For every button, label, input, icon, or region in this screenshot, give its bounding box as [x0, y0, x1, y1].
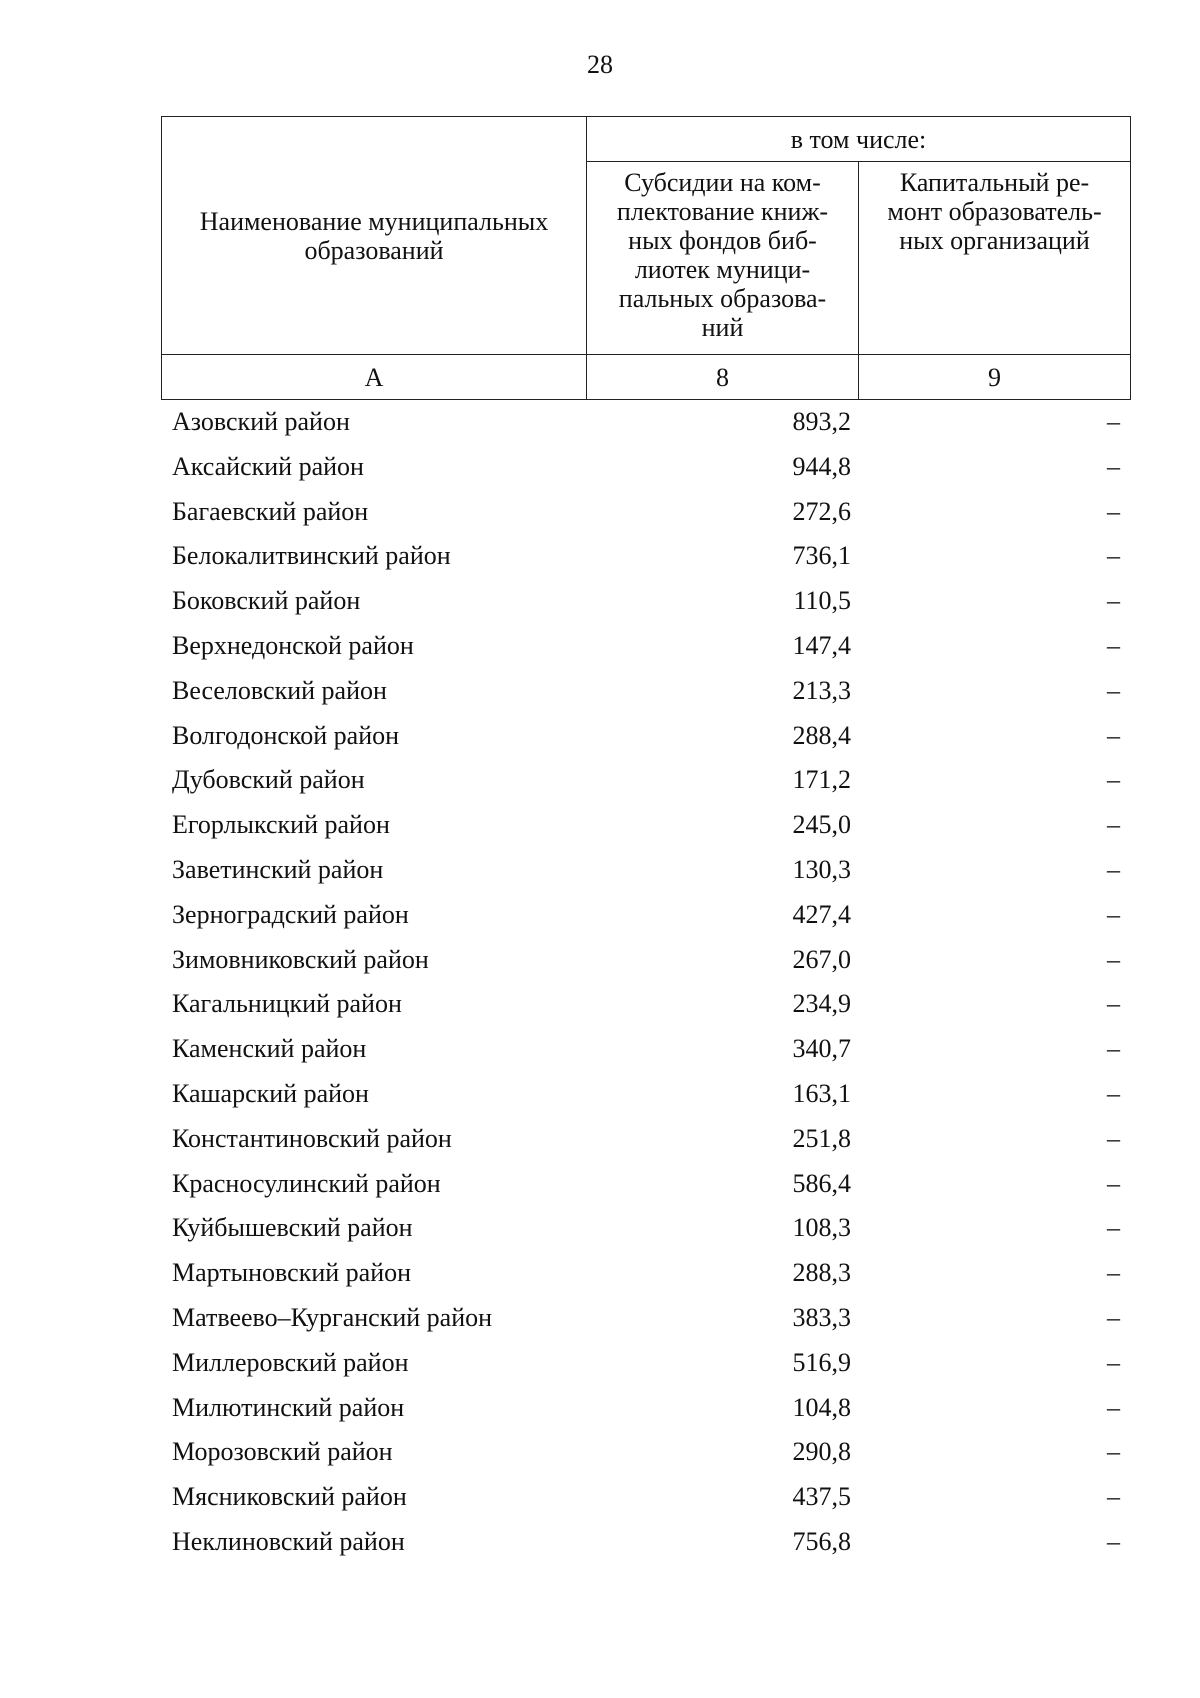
header-index-a: А	[162, 355, 587, 400]
table-row	[161, 490, 1130, 535]
capital-repair-value: –	[1107, 1213, 1120, 1243]
header-col9	[859, 162, 1131, 355]
subsidy-value: 288,3	[792, 1258, 851, 1288]
municipality-name: Зерноградский район	[172, 899, 409, 929]
subsidy-value: 267,0	[792, 944, 851, 974]
header-col8-line: ний	[701, 313, 744, 342]
subsidy-value: 437,5	[792, 1482, 851, 1512]
subsidy-value: 756,8	[792, 1526, 851, 1556]
capital-repair-value: –	[1107, 1168, 1120, 1198]
municipality-name: Егорлыкский район	[172, 810, 390, 840]
municipality-name: Багаевский район	[172, 496, 369, 526]
header-col8-line: ных фондов биб-	[628, 226, 817, 255]
capital-repair-value: –	[1107, 899, 1120, 929]
table-row	[161, 1520, 1130, 1565]
table-row	[161, 669, 1130, 714]
municipality-name: Константиновский район	[172, 1123, 452, 1153]
table-row	[161, 579, 1130, 624]
header-col8	[587, 162, 859, 355]
table-row	[161, 624, 1130, 669]
table-row	[161, 400, 1130, 445]
subsidy-value: 736,1	[792, 541, 851, 571]
table-header	[161, 116, 1131, 400]
header-col9-line: ных организаций	[899, 226, 1090, 255]
table-row	[161, 1117, 1130, 1162]
subsidy-value: 130,3	[792, 854, 851, 884]
municipality-name: Мартыновский район	[172, 1258, 412, 1288]
subsidy-value: 290,8	[792, 1437, 851, 1467]
subsidy-value: 272,6	[792, 496, 851, 526]
capital-repair-value: –	[1107, 854, 1120, 884]
table-row	[161, 1296, 1130, 1341]
municipality-name: Миллеровский район	[172, 1347, 409, 1377]
table-row	[161, 848, 1130, 893]
capital-repair-value: –	[1107, 765, 1120, 795]
municipality-name: Боковский район	[172, 586, 361, 616]
municipality-name: Милютинский район	[172, 1392, 405, 1422]
municipality-name: Морозовский район	[172, 1437, 393, 1467]
subsidy-value: 104,8	[792, 1392, 851, 1422]
subsidy-value: 340,7	[792, 1034, 851, 1064]
subsidy-value: 383,3	[792, 1302, 851, 1332]
capital-repair-value: –	[1107, 451, 1120, 481]
municipality-name: Дубовский район	[172, 765, 365, 795]
municipality-name: Заветинский район	[172, 854, 384, 884]
capital-repair-value: –	[1107, 989, 1120, 1019]
capital-repair-value: –	[1107, 1437, 1120, 1467]
municipality-name: Матвеево–Курганский район	[172, 1302, 493, 1332]
subsidy-value: 288,4	[792, 720, 851, 750]
municipality-name: Куйбышевский район	[172, 1213, 413, 1243]
capital-repair-value: –	[1107, 675, 1120, 705]
capital-repair-value: –	[1107, 1482, 1120, 1512]
table-row	[161, 1386, 1130, 1431]
capital-repair-value: –	[1107, 1526, 1120, 1556]
header-index-8: 8	[587, 355, 859, 400]
capital-repair-value: –	[1107, 944, 1120, 974]
table-row	[161, 534, 1130, 579]
page-number: 28	[587, 50, 613, 79]
header-index-9: 9	[859, 355, 1131, 400]
capital-repair-value: –	[1107, 810, 1120, 840]
municipality-name: Кашарский район	[172, 1078, 369, 1108]
header-col8-line: плектование книж-	[616, 197, 829, 226]
capital-repair-value: –	[1107, 407, 1120, 436]
header-col8-line: пальных образова-	[618, 284, 827, 313]
capital-repair-value: –	[1107, 1347, 1120, 1377]
subsidy-value: 427,4	[792, 899, 851, 929]
subsidy-value: 944,8	[792, 451, 851, 481]
header-group-including: в том числе:	[587, 117, 1131, 162]
table-row	[161, 1162, 1130, 1207]
subsidy-value: 893,2	[792, 407, 851, 436]
table-row	[161, 1430, 1130, 1475]
municipality-name: Веселовский район	[172, 675, 387, 705]
municipality-name: Зимовниковский район	[172, 944, 429, 974]
subsidy-value: 516,9	[792, 1347, 851, 1377]
municipality-name: Кагальницкий район	[172, 989, 402, 1019]
table-row	[161, 938, 1130, 983]
subsidy-value: 110,5	[793, 586, 851, 616]
table-row	[161, 893, 1130, 938]
header-col8-line: лиотек муници-	[634, 255, 811, 284]
capital-repair-value: –	[1107, 541, 1120, 571]
municipality-name: Белокалитвинский район	[172, 541, 451, 571]
municipality-name: Волгодонской район	[172, 720, 400, 750]
subsidy-value: 213,3	[792, 675, 851, 705]
table-row	[161, 758, 1130, 803]
table-row	[161, 445, 1130, 490]
subsidy-value: 245,0	[792, 810, 851, 840]
header-col8-line: Субсидии на ком-	[624, 168, 821, 197]
subsidy-value: 234,9	[792, 989, 851, 1019]
capital-repair-value: –	[1107, 1302, 1120, 1332]
subsidy-value: 586,4	[792, 1168, 851, 1198]
table-row	[161, 1072, 1130, 1117]
municipality-name: Азовский район	[172, 407, 350, 436]
municipality-name: Мясниковский район	[172, 1482, 407, 1512]
table-row	[161, 1206, 1130, 1251]
table-row	[161, 1475, 1130, 1520]
capital-repair-value: –	[1107, 630, 1120, 660]
municipality-name: Верхнедонской район	[172, 630, 414, 660]
table-row	[161, 1341, 1130, 1386]
capital-repair-value: –	[1107, 1258, 1120, 1288]
header-col9-line: монт образователь-	[887, 197, 1102, 226]
subsidy-value: 147,4	[792, 630, 851, 660]
capital-repair-value: –	[1107, 586, 1120, 616]
capital-repair-value: –	[1107, 1034, 1120, 1064]
capital-repair-value: –	[1107, 496, 1120, 526]
table-row	[161, 714, 1130, 759]
table-row	[161, 982, 1130, 1027]
table-row	[161, 803, 1130, 848]
municipality-name: Аксайский район	[172, 451, 364, 481]
capital-repair-value: –	[1107, 1123, 1120, 1153]
capital-repair-value: –	[1107, 1392, 1120, 1422]
subsidy-value: 108,3	[792, 1213, 851, 1243]
table-body	[161, 400, 1130, 1565]
municipality-name: Красносулинский район	[172, 1168, 441, 1198]
header-col9-line: Капитальный ре-	[899, 168, 1090, 197]
subsidy-value: 171,2	[792, 765, 851, 795]
capital-repair-value: –	[1107, 720, 1120, 750]
table-row	[161, 1251, 1130, 1296]
municipality-name: Неклиновский район	[172, 1526, 405, 1556]
municipality-name: Каменский район	[172, 1034, 367, 1064]
capital-repair-value: –	[1107, 1078, 1120, 1108]
subsidy-value: 163,1	[792, 1078, 851, 1108]
subsidy-value: 251,8	[792, 1123, 851, 1153]
header-name-column: Наименование муниципальных образований	[162, 117, 587, 355]
table-row	[161, 1027, 1130, 1072]
